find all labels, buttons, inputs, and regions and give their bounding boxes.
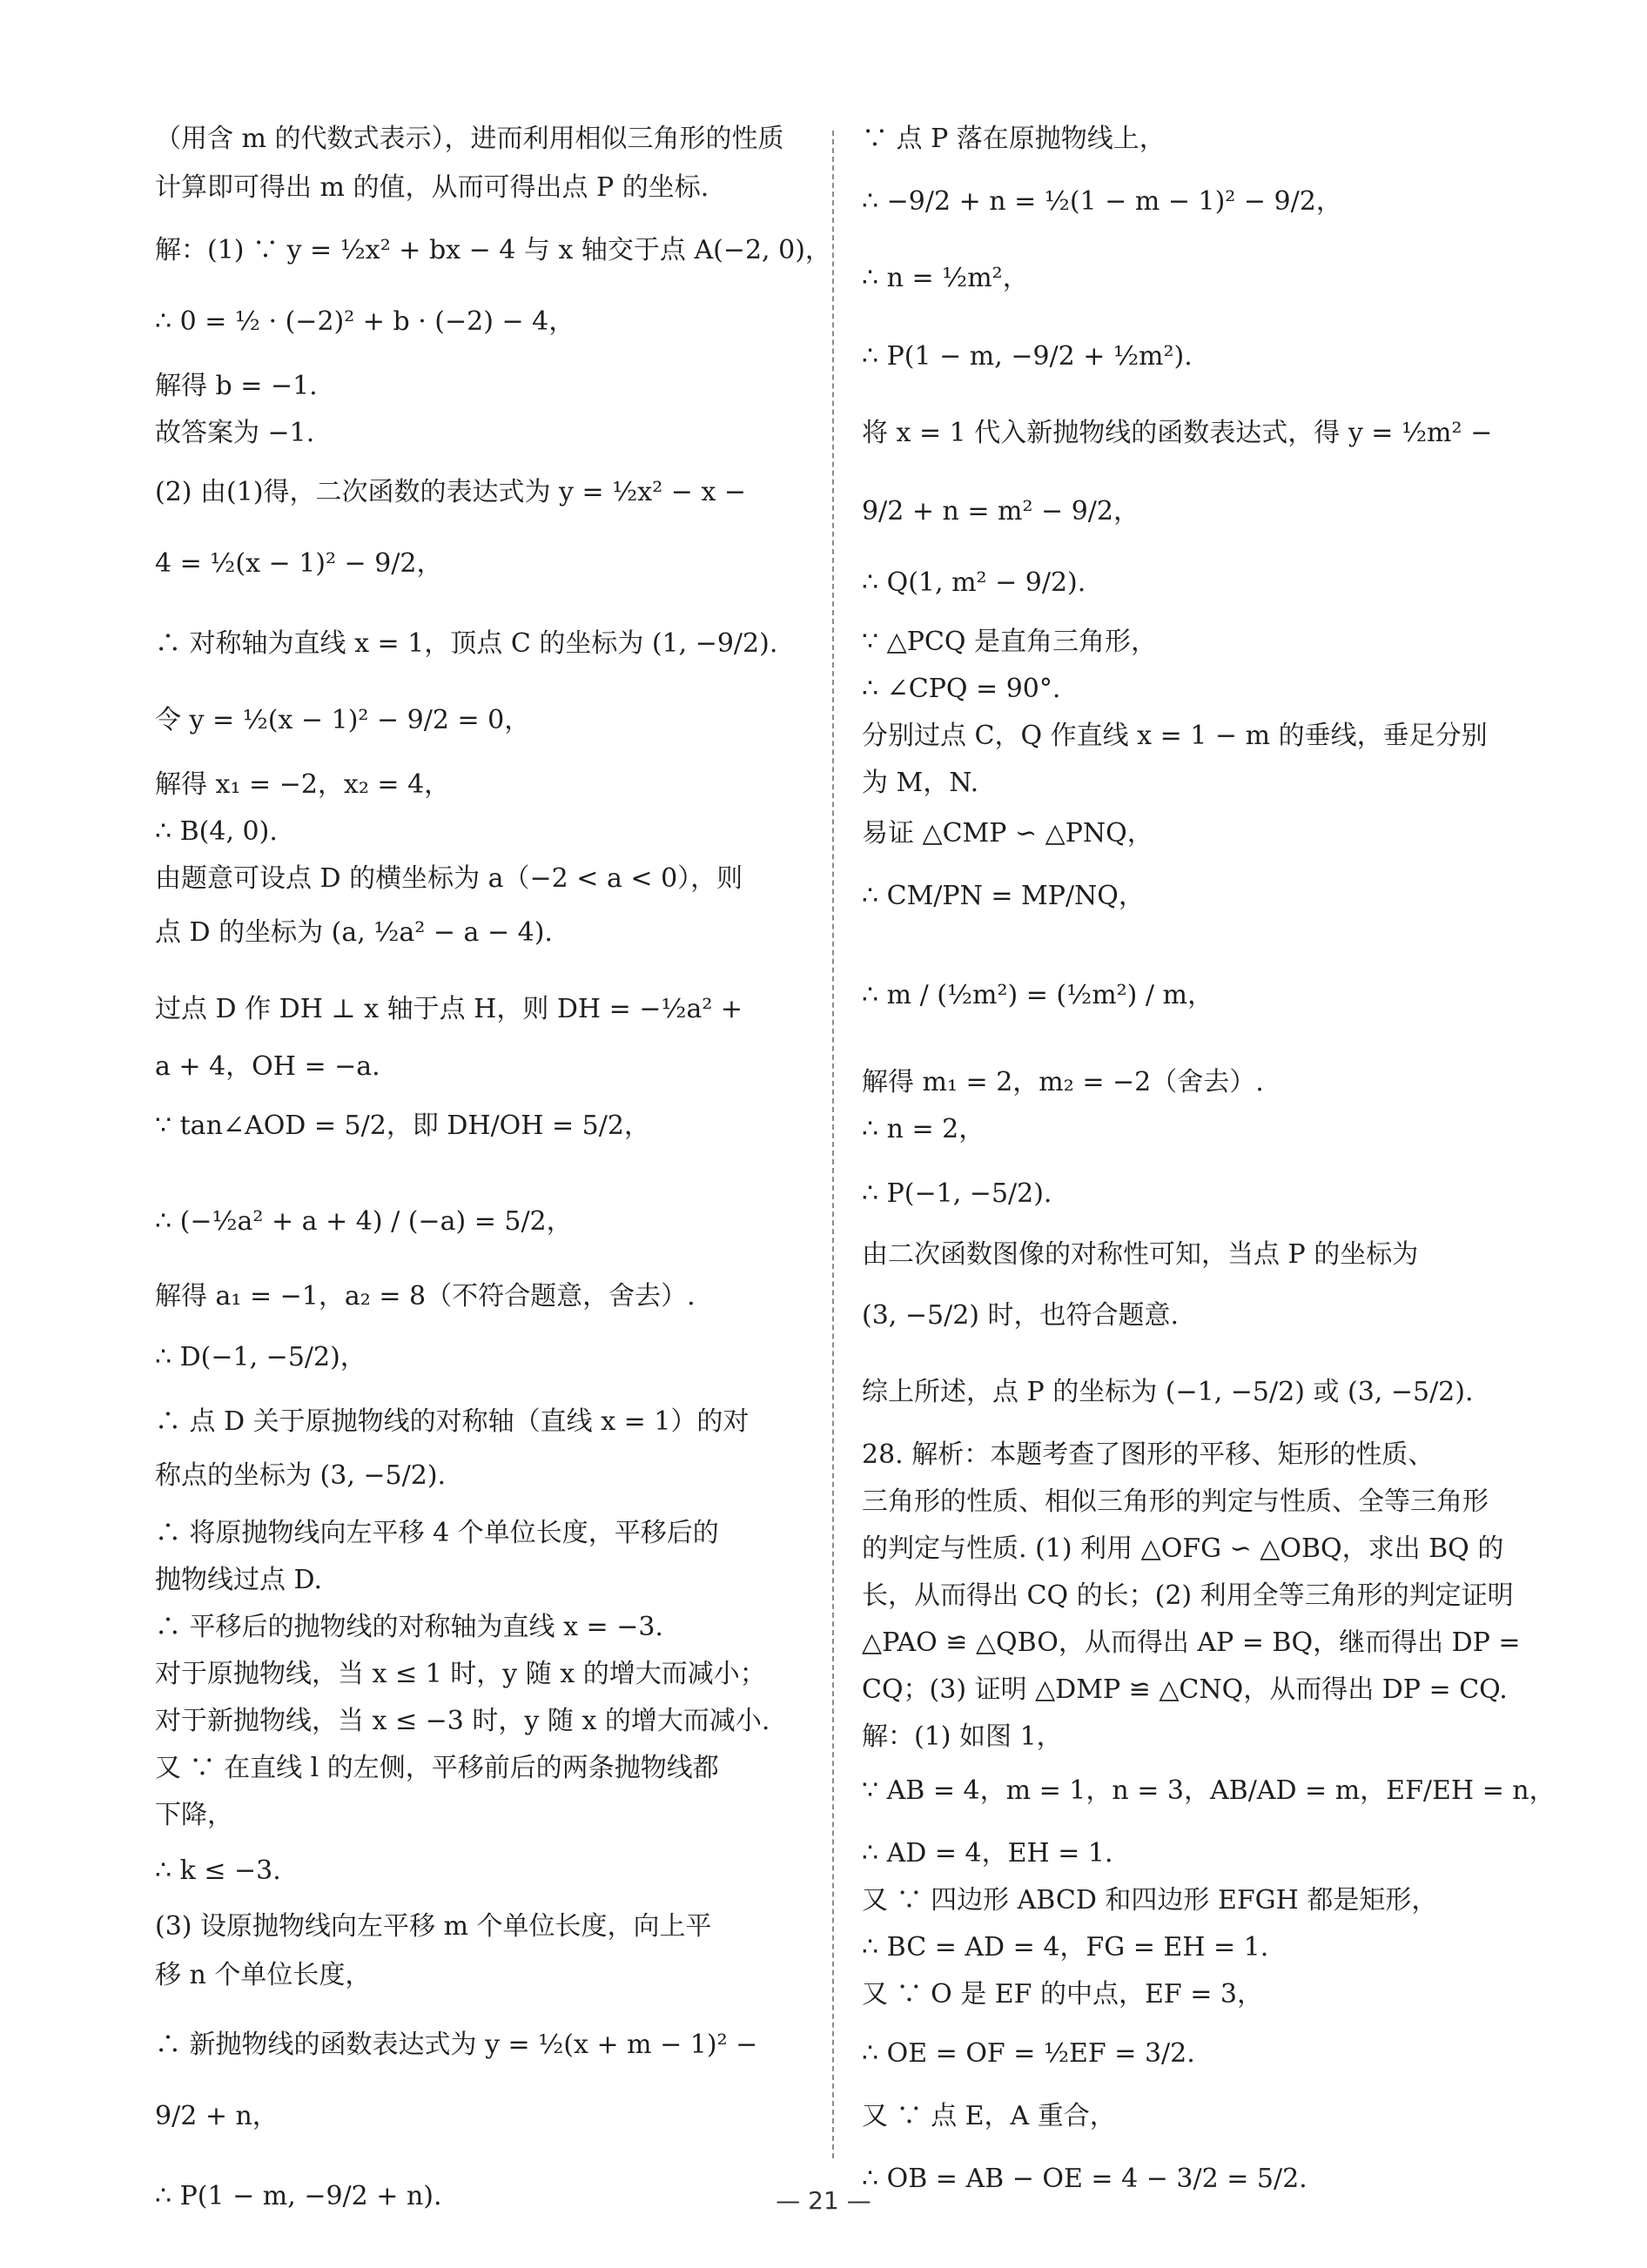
text-line: 的判定与性质. (1) 利用 △OFG ∽ △OBQ，求出 BQ 的 [862,1533,1504,1564]
text-line: ∴ 平移后的抛物线的对称轴为直线 x = −3. [155,1612,663,1642]
text-line: （用含 m 的代数式表示），进而利用相似三角形的性质 [155,124,784,154]
text-line: 令 y = ½(x − 1)² − 9/2 = 0， [155,705,531,735]
text-line: △PAO ≌ △QBO，从而得出 AP = BQ，继而得出 DP = [862,1627,1521,1658]
text-line: 解得 x₁ = −2，x₂ = 4， [155,769,451,800]
text-line: 移 n 个单位长度， [155,1960,372,1990]
text-line: ∴ AD = 4，EH = 1. [862,1838,1113,1869]
column-divider [832,131,834,2158]
page-number: — 21 — [776,2186,871,2215]
text-line: 三角形的性质、相似三角形的判定与性质、全等三角形 [862,1486,1489,1517]
text-line: 解得 m₁ = 2，m₂ = −2（舍去）. [862,1067,1264,1097]
text-line: 易证 △CMP ∽ △PNQ， [862,818,1153,849]
text-line: ∴ 0 = ½ · (−2)² + b · (−2) − 4， [155,306,575,337]
text-line: ∴ CM/PN = MP/NQ， [862,881,1145,911]
text-line: 长，从而得出 CQ 的长；(2) 利用全等三角形的判定证明 [862,1580,1514,1611]
text-line: 解：(1) 如图 1， [862,1721,1063,1752]
text-line: ∴ (−½a² + a + 4) / (−a) = 5/2， [155,1206,573,1237]
text-line: 9/2 + n， [155,2101,279,2131]
text-line: 下降， [155,1800,233,1830]
text-line: 为 M，N. [862,768,979,798]
text-line: ∵ 点 P 落在原抛物线上， [862,124,1166,154]
text-line: ∵ AB = 4，m = 1，n = 3，AB/AD = m，EF/EH = n， [862,1775,1556,1806]
text-line: 抛物线过点 D. [155,1565,323,1595]
text-line: 称点的坐标为 (3, −5/2). [155,1460,447,1491]
text-line: 解得 b = −1. [155,371,318,401]
text-line: 28. 解析：本题考查了图形的平移、矩形的性质、 [862,1439,1435,1470]
text-line: ∴ m / (½m²) = (½m²) / m， [862,980,1214,1010]
text-line: (3) 设原抛物线向左平移 m 个单位长度，向上平 [155,1911,712,1942]
text-line: 又 ∵ 四边形 ABCD 和四边形 EFGH 都是矩形， [862,1885,1438,1916]
text-line: ∴ −9/2 + n = ½(1 − m − 1)² − 9/2， [862,186,1342,217]
text-line: 计算即可得出 m 的值，从而可得出点 P 的坐标. [155,172,709,203]
text-line: ∴ B(4, 0). [155,816,278,847]
text-line: 9/2 + n = m² − 9/2， [862,496,1139,527]
text-line: 将 x = 1 代入新抛物线的函数表达式，得 y = ½m² − [862,418,1493,448]
text-line: CQ；(3) 证明 △DMP ≌ △CNQ，从而得出 DP = CQ. [862,1674,1508,1705]
text-line: 点 D 的坐标为 (a, ½a² − a − 4). [155,917,553,948]
text-line: ∴ OB = AB − OE = 4 − 3/2 = 5/2. [862,2164,1308,2194]
text-line: 过点 D 作 DH ⊥ x 轴于点 H，则 DH = −½a² + [155,994,743,1024]
text-line: (3, −5/2) 时，也符合题意. [862,1300,1180,1331]
text-line: ∴ D(−1, −5/2)， [155,1342,366,1372]
text-line: ∴ P(1 − m, −9/2 + ½m²). [862,341,1193,372]
text-line: 又 ∵ O 是 EF 的中点，EF = 3， [862,1979,1264,2010]
text-line: ∴ Q(1, m² − 9/2). [862,567,1086,598]
text-line: ∴ P(−1, −5/2). [862,1178,1052,1209]
text-line: 又 ∵ 在直线 l 的左侧，平移前后的两条抛物线都 [155,1753,719,1783]
text-line: 由题意可设点 D 的横坐标为 a（−2 < a < 0），则 [155,863,743,894]
text-line: ∴ n = ½m²， [862,263,1029,293]
text-line: (2) 由(1)得，二次函数的表达式为 y = ½x² − x − [155,477,747,507]
text-line: ∴ 将原抛物线向左平移 4 个单位长度，平移后的 [155,1518,719,1548]
text-line: 对于原抛物线，当 x ≤ 1 时，y 随 x 的增大而减小； [155,1659,766,1689]
text-line: ∴ n = 2， [862,1114,985,1144]
text-line: 对于新抛物线，当 x ≤ −3 时，y 随 x 的增大而减小. [155,1706,770,1736]
text-line: 解得 a₁ = −1，a₂ = 8（不符合题意，舍去）. [155,1281,696,1312]
text-line: 综上所述，点 P 的坐标为 (−1, −5/2) 或 (3, −5/2). [862,1377,1474,1407]
text-line: ∵ tan∠AOD = 5/2，即 DH/OH = 5/2， [155,1111,650,1141]
text-line: ∴ 新抛物线的函数表达式为 y = ½(x + m − 1)² − [155,2030,758,2060]
text-line: ∵ △PCQ 是直角三角形， [862,627,1157,657]
text-line: ∴ 对称轴为直线 x = 1，顶点 C 的坐标为 (1, −9/2). [155,628,778,659]
text-line: a + 4，OH = −a. [155,1051,380,1082]
text-line: ∴ k ≤ −3. [155,1855,281,1886]
text-line: ∴ OE = OF = ½EF = 3/2. [862,2038,1195,2069]
text-line: ∴ P(1 − m, −9/2 + n). [155,2181,442,2211]
text-line: 故答案为 −1. [155,418,315,448]
text-line: ∴ BC = AD = 4，FG = EH = 1. [862,1932,1269,1963]
text-line: 分别过点 C，Q 作直线 x = 1 − m 的垂线，垂足分别 [862,721,1488,751]
text-line: 又 ∵ 点 E，A 重合， [862,2101,1116,2131]
text-line: 由二次函数图像的对称性可知，当点 P 的坐标为 [862,1239,1419,1270]
text-line: 解：(1) ∵ y = ½x² + bx − 4 与 x 轴交于点 A(−2, 0)， [155,235,831,265]
text-line: ∴ 点 D 关于原抛物线的对称轴（直线 x = 1）的对 [155,1406,750,1437]
text-line: 4 = ½(x − 1)² − 9/2， [155,548,443,579]
text-line: ∴ ∠CPQ = 90°. [862,674,1061,704]
